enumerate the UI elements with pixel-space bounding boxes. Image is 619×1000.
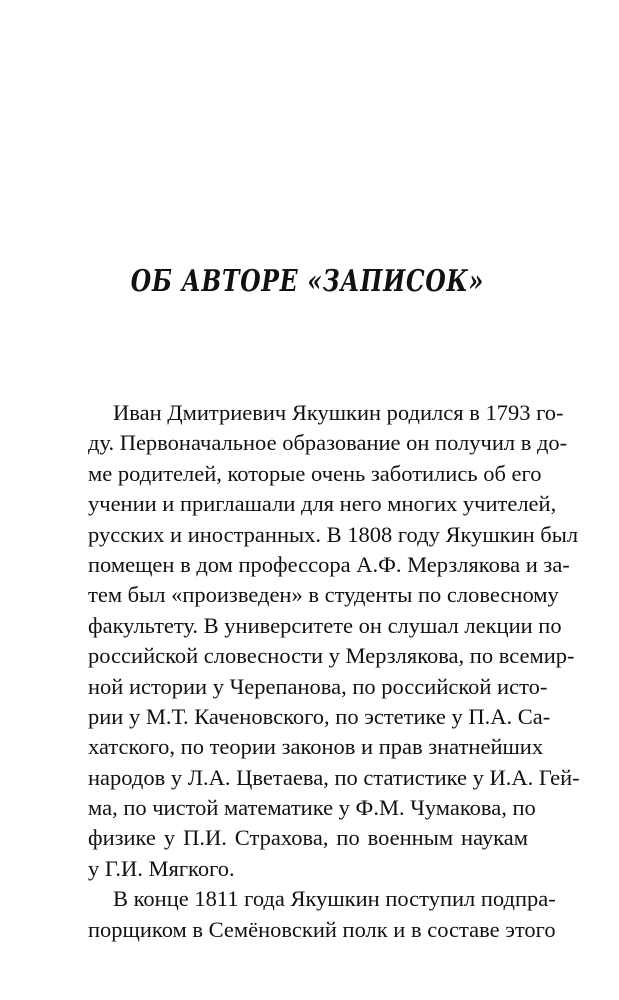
text-line: тем был «произведен» в студенты по словесному — [88, 582, 559, 608]
chapter-title: ОБ АВТОРЕ «ЗАПИСОК» — [130, 264, 485, 299]
text-line: хатского, по теории законов и прав знатнейших — [88, 734, 544, 760]
text-line: помещен в дом профессора А.Ф. Мерзлякова и за- — [88, 551, 570, 577]
text-line: учении и приглашали для него многих учителей, — [88, 491, 557, 517]
paragraph-1 — [88, 398, 580, 884]
text-line: факультету. В университете он слушал лекции по — [88, 612, 562, 638]
text-line: порщиком в Семёновский полк и в составе этого — [88, 916, 556, 942]
text-line: российской словесности у Мерзлякова, по всемир- — [88, 643, 575, 669]
text-line: физике у П.И. Страхова, по военным наукам — [88, 825, 528, 851]
text-line: русских и иностранных. В 1808 году Якушкин был — [88, 521, 579, 547]
text-line: ма, по чистой математике у Ф.М. Чумакова, по — [88, 795, 536, 821]
text-line: ной истории у Черепанова, по российской исто- — [88, 673, 548, 699]
text-line: ме родителей, которые очень заботились об его — [88, 460, 542, 486]
body-text — [88, 398, 580, 945]
text-line: Иван Дмитриевич Якушкин родился в 1793 го- — [113, 400, 564, 425]
text-line: у Г.И. Мягкого. — [88, 855, 235, 881]
text-line: В конце 1811 года Якушкин поступил подпра- — [113, 886, 556, 912]
text-line: ду. Первоначальное образование он получил в до- — [88, 430, 568, 456]
text-line: народов у Л.А. Цветаева, по статистике у И.А. Гей- — [88, 764, 580, 790]
paragraph-2 — [88, 884, 556, 945]
text-line: рии у М.Т. Каченовского, по эстетике у П.А. Са- — [88, 703, 551, 729]
